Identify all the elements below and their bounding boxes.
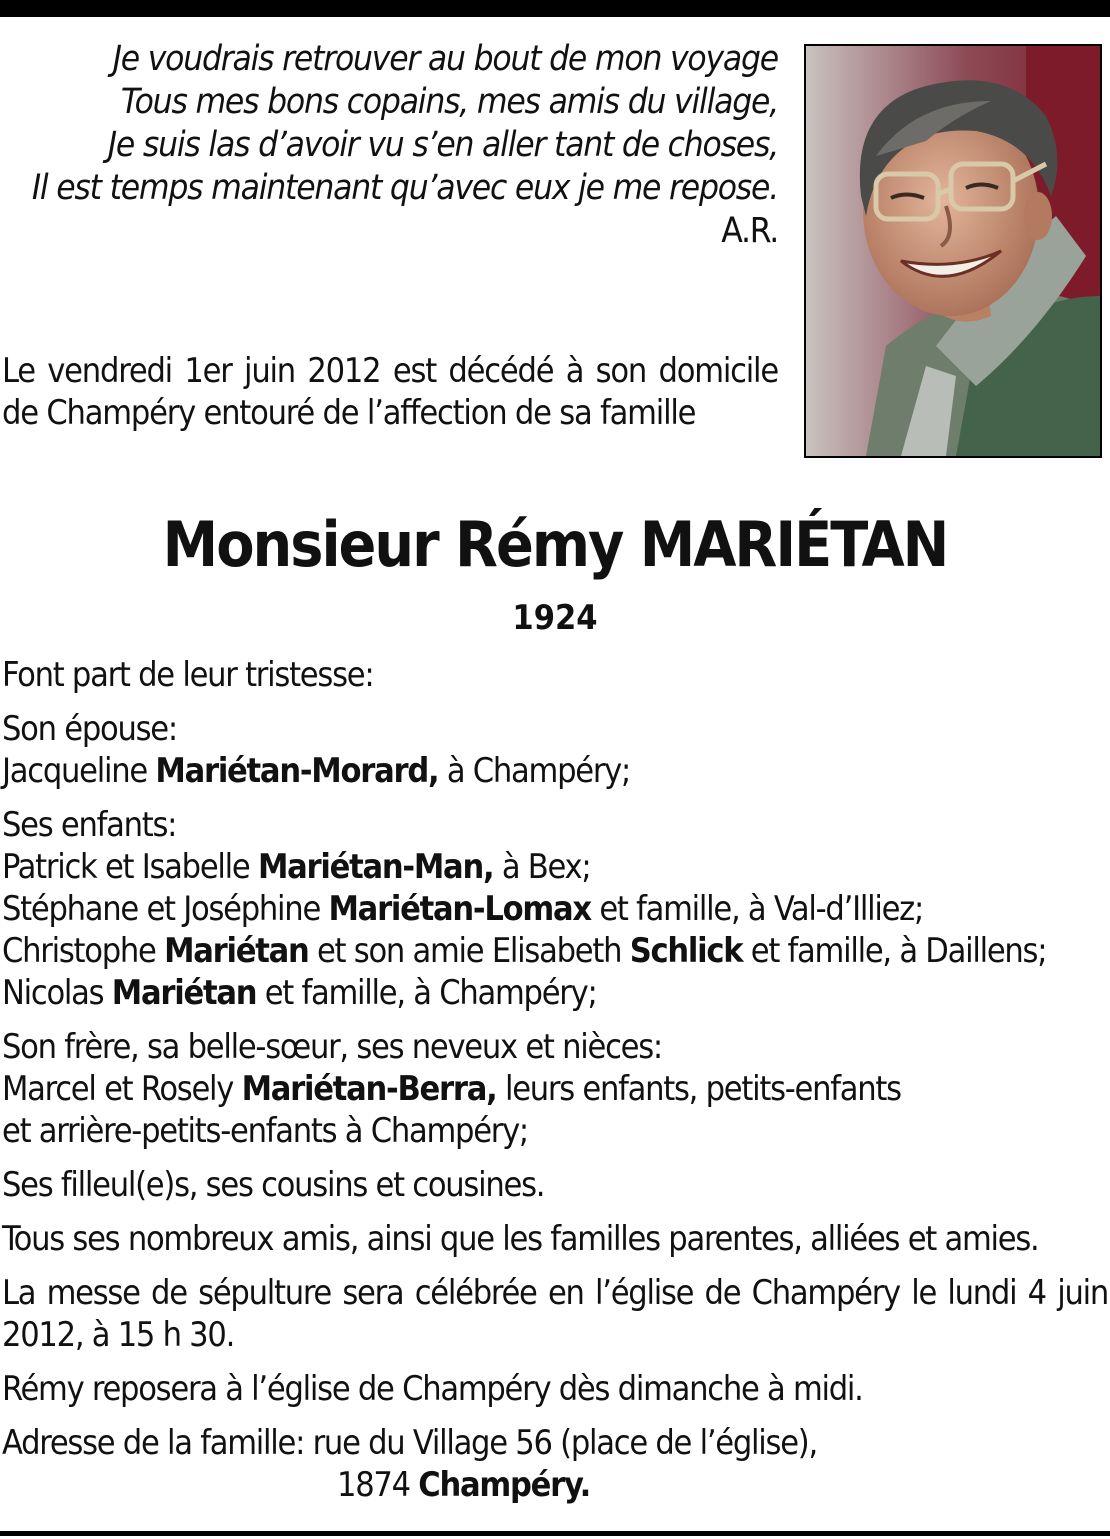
descendants: leurs enfants, petits-enfants xyxy=(496,1069,901,1109)
announce-line: Font part de leur tristesse: xyxy=(2,655,374,695)
first-names: Patrick et Isabelle xyxy=(2,847,258,887)
family-name: Mariétan-Man, xyxy=(257,847,494,887)
sibling-entry-continued: et arrière-petits-enfants à Champéry; xyxy=(2,1111,528,1151)
friends-line: Tous ses nombreux amis, ainsi que les familles parentes, alliées et amies. xyxy=(2,1219,1039,1259)
first-names: Christophe xyxy=(2,931,165,971)
child-entry xyxy=(2,888,1108,930)
partner-text: et son amie Elisabeth xyxy=(308,931,630,971)
children-paragraph xyxy=(2,804,1108,1014)
sibling-paragraph xyxy=(2,1026,1108,1152)
poem-line: Tous mes bons copains, mes amis du village, xyxy=(120,82,778,122)
epitaph-poem xyxy=(0,38,778,253)
sibling-entry xyxy=(2,1068,1108,1110)
announcement-body xyxy=(2,654,1108,1518)
residence: et famille, à Daillens; xyxy=(742,931,1047,971)
family-name: Mariétan-Berra, xyxy=(241,1069,497,1109)
first-names: Jacqueline xyxy=(2,751,156,791)
family-name: Mariétan xyxy=(111,973,257,1013)
spouse-heading: Son épouse: xyxy=(2,709,177,749)
first-names: Nicolas xyxy=(2,973,112,1013)
death-notice-intro: Le vendredi 1er juin 2012 est décédé à son domicile de Champéry entouré de l’affection de sa famille xyxy=(2,351,778,433)
announce-paragraph xyxy=(2,654,1108,696)
first-names: Stéphane et Joséphine xyxy=(2,889,329,929)
godchildren-line: Ses filleul(e)s, ses cousins et cousines. xyxy=(2,1165,545,1205)
child-entry xyxy=(2,846,1108,888)
family-name: Mariétan-Morard, xyxy=(155,751,439,791)
rest-paragraph xyxy=(2,1368,1108,1410)
godchildren-paragraph xyxy=(2,1164,1108,1206)
first-names: Marcel et Rosely xyxy=(2,1069,242,1109)
poem-author: A.R. xyxy=(721,211,778,251)
mass-paragraph: La messe de sépulture sera célébrée en l’église de Champéry le lundi 4 juin 2012, à 15 h 30. xyxy=(2,1273,1108,1355)
poem-line: Il est temps maintenant qu’avec eux je me repose. xyxy=(31,168,778,208)
residence: et famille, à Champéry; xyxy=(256,973,597,1013)
address-paragraph xyxy=(2,1422,1108,1506)
city-name: Champéry. xyxy=(418,1465,590,1505)
spouse-paragraph xyxy=(2,708,1108,792)
friends-paragraph xyxy=(2,1218,1108,1260)
portrait-photo xyxy=(804,44,1102,458)
postal-code: 1874 xyxy=(337,1465,419,1505)
rest-line: Rémy reposera à l’église de Champéry dès dimanche à midi. xyxy=(2,1369,863,1409)
residence: à Champéry; xyxy=(438,751,631,791)
child-entry xyxy=(2,972,1108,1014)
partner-family-name: Schlick xyxy=(629,931,743,971)
poem-line: Je voudrais retrouver au bout de mon voyage xyxy=(112,39,778,79)
bottom-rule xyxy=(0,1531,1110,1536)
residence: et famille, à Val-d’Illiez; xyxy=(590,889,924,929)
family-name: Mariétan-Lomax xyxy=(328,889,591,929)
sibling-heading: Son frère, sa belle-sœur, ses neveux et nièces: xyxy=(2,1027,662,1067)
top-rule xyxy=(0,0,1110,17)
poem-line: Je suis las d’avoir vu s’en aller tant de choses, xyxy=(107,125,778,165)
birth-year: 1924 xyxy=(512,598,598,638)
spouse-entry xyxy=(2,750,1108,792)
residence: à Bex; xyxy=(493,847,591,887)
children-heading: Ses enfants: xyxy=(2,805,177,845)
family-name: Mariétan xyxy=(164,931,309,971)
address-city-line xyxy=(2,1464,1108,1506)
child-entry xyxy=(2,930,1108,972)
address-line: Adresse de la famille: rue du Village 56 (place de l’église), xyxy=(2,1423,817,1463)
deceased-name: Monsieur Rémy MARIÉTAN xyxy=(162,508,948,581)
